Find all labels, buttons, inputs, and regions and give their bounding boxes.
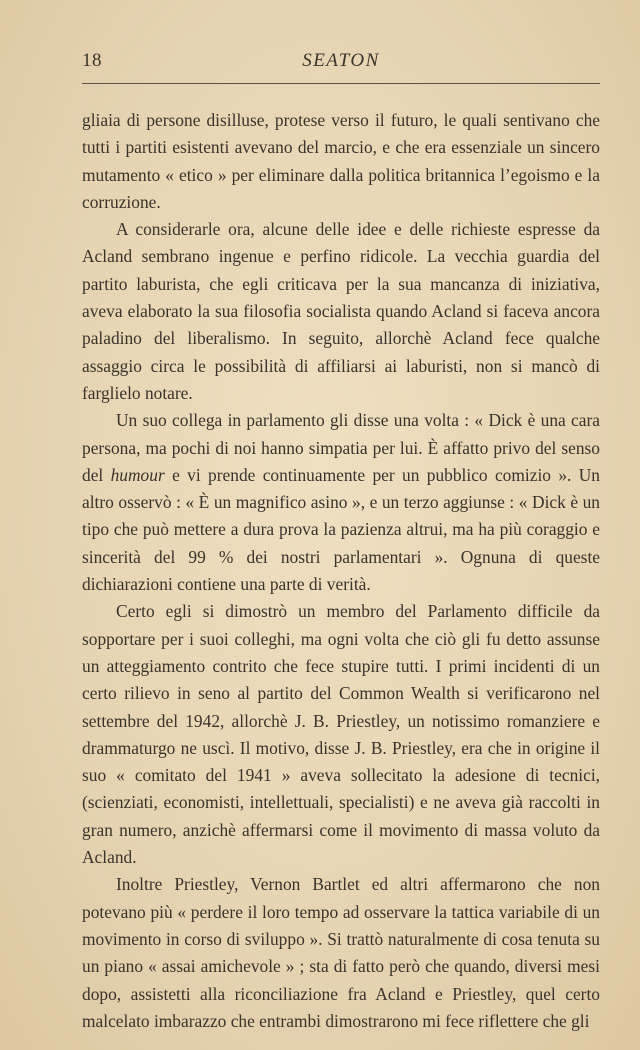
paragraph-text: e vi prende continuamente per un pubblico comizio ». Un altro osservò : « È un magnifico asino », e un terzo aggiunse : « Dick è un tipo che può mettere a dura prova la pazienza altrui, ma ha più coraggio e sincerità del 99 % dei nostri parlamentari ». Ognuna di queste dichiarazioni contiene una parte di verità. [82,464,600,595]
running-title: SEATON [302,50,380,71]
paragraph-continuation: gliaia di persone disilluse, protese verso il futuro, le quali sentivano che tutti i partiti esistenti avevano del marcio, e che era essenziale un sincero mutamento « etico » per eliminare dalla politica britannica l’egoismo e la corruzione. [82,110,600,212]
body-text [82,107,600,1035]
paragraph-colleague-quotes [82,407,600,598]
paragraph-priestley-exit: Certo egli si dimostrò un membro del Parlamento difficile da sopportare per i suoi colleghi, ma ogni volta che ciò gli fu detto assunse un atteggiamento contrito che fece stupire tutti. I primi incidenti di un certo rilievo in seno al partito del Common Wealth si verificarono nel settembre del 1942, allorchè J. B. Priestley, un notissimo romanziere e drammaturgo ne uscì. Il motivo, disse J. B. Priestley, era che in origine il suo « comitato del 1941 » aveva sollecitato la adesione di tecnici, (scienziati, economisti, intellettuali, specialisti) e ne aveva già raccolti in gran numero, anzichè affermarsi come il movimento di massa voluto da Acland. [82,601,600,868]
paragraph-acland-ideas: A considerarle ora, alcune delle idee e delle richieste espresse da Acland sembrano ingenue e perfino ridicole. La vecchia guardia del partito laburista, che egli criticava per la sua mancanza di iniziativa, aveva elaborato la sua filosofia socialista quando Acland si faceva ancora paladino del liberalismo. In seguito, allorchè Acland fece qualche assaggio circa le possibilità di affiliarsi ai laburisti, non si mancò di farglielo notare. [82,219,600,403]
paragraph-text: Un suo collega in parlamento gli disse una volta : « Dick è una cara persona, ma pochi di noi hanno simpatia per lui. È affatto privo del senso del [82,410,600,485]
header-rule [82,83,600,84]
page-number: 18 [82,50,102,71]
page-header [82,44,600,74]
paragraph-reconciliation: Inoltre Priestley, Vernon Bartlet ed altri affermarono che non potevano più « perdere il loro tempo ad osservare la tattica variabile di un movimento in corso di sviluppo ». Si trattò naturalmente di cosa tenuta su un piano « assai amichevole » ; sta di fatto però che quando, diversi mesi dopo, assistetti alla riconciliazione fra Acland e Priestley, quel certo malcelato imbarazzo che entrambi dimostrarono mi fece riflettere che gli [82,874,600,1031]
italic-word: humour [110,464,165,485]
